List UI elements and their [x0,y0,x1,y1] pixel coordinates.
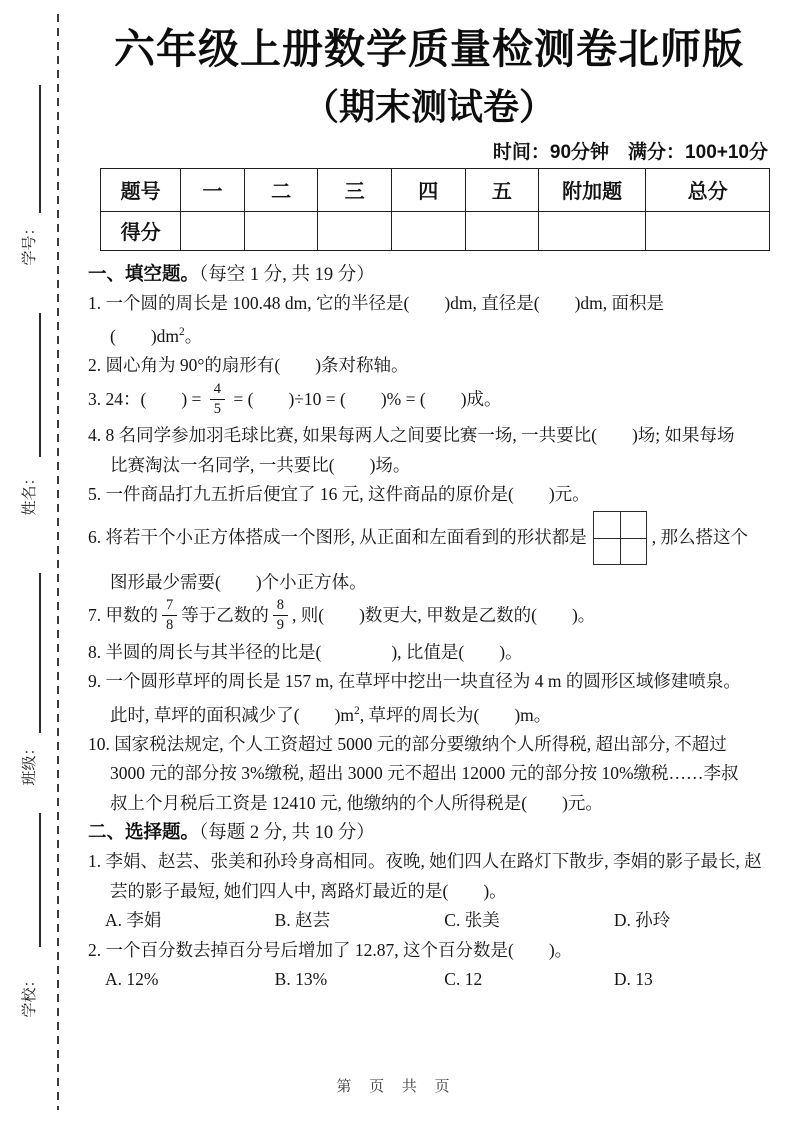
choice-option: D. 13 [613,969,653,990]
question [88,597,770,637]
choice-option: C. 12 [444,969,483,990]
question-line: 此时, 草坪的面积减少了( )$m^2$, 草坪的周长为( )m。 [110,704,552,725]
student-id-label: 学号： [22,220,38,266]
fraction-figure: $\frac{4}{5}$ [210,381,225,417]
question-line: 5. 一件商品打九五折后便宜了 16 元, 这件商品的原价是( )元。 [88,484,590,505]
score-entry-cell [465,211,539,250]
question-line: 1. 一个圆的周长是 100.48 dm, 它的半径是( )dm, 直径是( )dm, 面积是 [88,292,665,313]
question-line: 芸的影子最短, 她们四人中, 离路灯最近的是( )。 [110,880,507,901]
score-table-score-row [101,211,770,250]
choice-option: D. 孙玲 [613,910,671,931]
score-table-header-row [101,168,770,211]
options-row [88,906,770,936]
student-name-blank-line [39,313,41,457]
fraction-figure: $\frac{7}{8}$ [162,597,177,633]
student-name-label: 姓名： [22,470,38,516]
question [88,381,770,421]
score-table-header-cell: 三 [318,168,392,211]
question-line: 6. 将若干个小正方体搭成一个图形, 从正面和左面看到的形状都是 , 那么搭这个 [88,510,770,568]
score-table-header-cell: 附加题 [539,168,646,211]
superscript: 2 [354,704,360,717]
question-line: ( )$dm^2$。 [110,325,203,346]
question-line: 8. 半圆的周长与其半径的比是( ), 比值是( )。 [88,641,523,662]
choice-option: B. 13% [274,969,328,990]
score-entry-cell [646,211,770,250]
score-table-header-cell: 总分 [646,168,770,211]
question [88,847,770,936]
paper-main-column [88,0,770,995]
score-entry-cell [181,211,245,250]
score-table [100,168,770,251]
question-sections [88,260,770,995]
score-table-header-cell: 二 [244,168,318,211]
choice-option: A. 李娟 [105,910,162,931]
section-heading [88,818,770,847]
score-entry-cell [318,211,392,250]
score-entry-cell [244,211,318,250]
choice-option: B. 赵芸 [274,910,331,931]
score-entry-cell [539,211,646,250]
student-id-blank-line [39,85,41,213]
score-entry-cell [391,211,465,250]
superscript: 2 [179,326,185,339]
page-subtitle: （期末测试卷） [302,86,555,128]
question [88,421,770,480]
question [88,936,770,995]
question [88,638,770,668]
score-table-label-cell: 题号 [101,168,181,211]
section-heading [88,260,770,289]
section-title: 一、填空题。 [88,262,200,284]
dashed-cut-line [57,14,59,1110]
question [88,667,770,730]
question [88,351,770,381]
question-line: 3. 24：( ) = $\frac{4}{5}$ = ( )÷10 = ( )% = ( )成。 [88,380,502,417]
two-by-two-grid-figure [593,511,647,565]
choice-option: C. 张美 [444,910,500,931]
class-label: 班级： [22,740,38,786]
score-row-label-cell: 得分 [101,211,181,250]
score-table-header-cell: 一 [181,168,245,211]
score-table-header-cell: 五 [465,168,539,211]
section-note: （每题 2 分, 共 10 分） [199,823,375,844]
section-note: （每空 1 分, 共 19 分） [199,264,375,285]
school-label: 学校： [22,972,38,1018]
question-line: 7. 甲数的 $\frac{7}{8}$ 等于乙数的 $\frac{8}{9}$ , 则( )数更大, 甲数是乙数的( )。 [88,597,596,633]
question-line: 10. 国家税法规定, 个人工资超过 5000 元的部分要缴纳个人所得税, 超出部分, 不超过 [88,733,727,754]
page-title: 六年级上册数学质量检测卷北师版 [114,26,744,72]
question [88,730,770,819]
question-line: 叔上个月税后工资是 12410 元, 他缴纳的个人所得税是( )元。 [110,792,603,813]
class-blank-line [39,573,41,733]
question-line: 9. 一个圆形草坪的周长是 157 m, 在草坪中挖出一块直径为 4 m 的圆形区域修建喷泉。 [88,671,741,692]
question-line: 1. 李娟、赵芸、张美和孙玲身高相同。夜晚, 她们四人在路灯下散步, 李娟的影子最长, 赵 [88,851,762,872]
school-blank-line [39,813,41,947]
question-line: 图形最少需要( )个小正方体。 [110,571,367,592]
section-title: 二、选择题。 [88,821,200,843]
question [88,289,770,352]
question-line: 2. 一个百分数去掉百分号后增加了 12.87, 这个百分数是( )。 [88,939,573,960]
question-line: 比赛淘汰一名同学, 一共要比( )场。 [110,454,411,475]
question [88,480,770,510]
question-line: 3000 元的部分按 3%缴税, 超出 3000 元不超出 12000 元的部分按 10%缴税……李叔 [110,763,739,784]
options-row [88,965,770,995]
score-table-header-cell: 四 [391,168,465,211]
question [88,510,770,598]
time-and-score-info: 时间：90分钟 满分：100+10分 [492,141,768,163]
question-line: 4. 8 名同学参加羽毛球比赛, 如果每两人之间要比赛一场, 一共要比( )场; 如果每场 [88,425,735,446]
question-line: 2. 圆心角为 90°的扇形有( )条对称轴。 [88,355,409,376]
fraction-figure: $\frac{8}{9}$ [273,597,288,633]
choice-option: A. 12% [105,969,159,990]
page-footer: 第 页 共 页 [336,1079,457,1095]
